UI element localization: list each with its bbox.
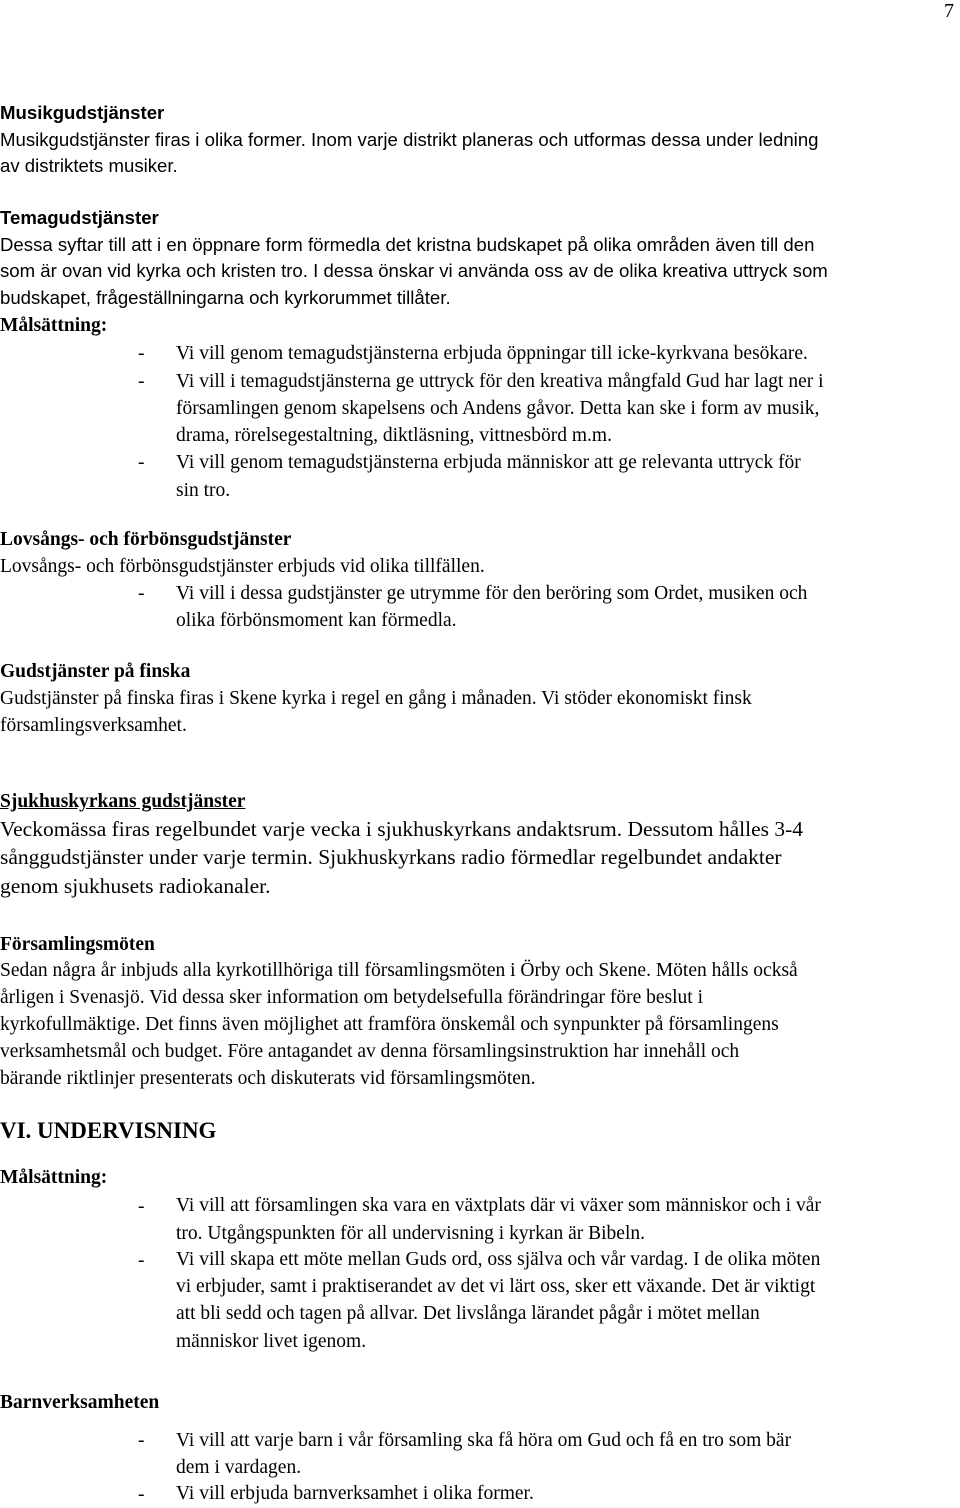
- bullet-dash: -: [138, 1196, 145, 1217]
- forsamling-heading: Församlingsmöten: [0, 934, 155, 955]
- bullet-dash: -: [138, 1250, 145, 1271]
- finska-line-1: Gudstjänster på finska firas i Skene kyrka i regel en gång i månaden. Vi stöder ekonomiskt finsk: [0, 688, 752, 709]
- finska-line-2: församlingsverksamhet.: [0, 715, 187, 736]
- musik-line-2: av distriktets musiker.: [0, 155, 178, 176]
- undervisning-goal-label: Målsättning:: [0, 1167, 108, 1188]
- tema-bullet-2-line-1: Vi vill i temagudstjänsterna ge uttryck för den kreativa mångfald Gud har lagt ner i: [176, 371, 824, 392]
- tema-line-2: som är ovan vid kyrka och kristen tro. I dessa önskar vi använda oss av de olika kreativa uttryck som: [0, 260, 828, 281]
- bullet-dash: -: [138, 343, 145, 364]
- barn-bullet-1-line-2: dem i vardagen.: [176, 1457, 302, 1478]
- tema-goal-label: Målsättning:: [0, 315, 108, 336]
- tema-line-1: Dessa syftar till att i en öppnare form förmedla det kristna budskapet på olika områden även till den: [0, 234, 815, 255]
- undervisning-bullet-2-line-2: vi erbjuder, samt i praktiserandet av det vi lärt oss, sker ett växande. Det är viktigt: [176, 1276, 816, 1297]
- bullet-dash: -: [138, 371, 145, 392]
- musik-line-1: Musikgudstjänster firas i olika former. Inom varje distrikt planeras och utformas dessa under ledning: [0, 129, 819, 150]
- page-number: 7: [944, 0, 954, 22]
- tema-bullet-3-line-1: Vi vill genom temagudstjänsterna erbjuda människor att ge relevanta uttryck för: [176, 452, 801, 473]
- sjukhus-heading: Sjukhuskyrkans gudstjänster: [0, 791, 246, 812]
- tema-bullet-2-line-3: drama, rörelsegestaltning, diktläsning, vittnesbörd m.m.: [176, 425, 612, 446]
- forsamling-line-5: bärande riktlinjer presenterats och diskuterats vid församlingsmöten.: [0, 1068, 536, 1089]
- tema-bullet-3-line-2: sin tro.: [176, 480, 231, 501]
- tema-heading: Temagudstjänster: [0, 207, 159, 228]
- tema-line-3: budskapet, frågeställningarna och kyrkorummet tillåter.: [0, 287, 451, 308]
- tema-bullet-1: Vi vill genom temagudstjänsterna erbjuda öppningar till icke-kyrkvana besökare.: [176, 343, 808, 364]
- undervisning-heading: VI. UNDERVISNING: [0, 1118, 217, 1143]
- bullet-dash: -: [138, 1430, 145, 1451]
- finska-heading: Gudstjänster på finska: [0, 661, 191, 682]
- bullet-dash: -: [138, 583, 145, 604]
- lovsang-bullet-line-2: olika förbönsmoment kan förmedla.: [176, 610, 457, 631]
- lovsang-heading: Lovsångs- och förbönsgudstjänster: [0, 529, 292, 550]
- forsamling-line-4: verksamhetsmål och budget. Före antagandet av denna församlingsinstruktion har innehåll och: [0, 1041, 740, 1062]
- forsamling-line-1: Sedan några år inbjuds alla kyrkotillhöriga till församlingsmöten i Örby och Skene. Möten hålls också: [0, 960, 798, 981]
- barn-heading: Barnverksamheten: [0, 1392, 160, 1413]
- sjukhus-line-2: sånggudstjänster under varje termin. Sjukhuskyrkans radio förmedlar regelbundet andakter: [0, 845, 782, 869]
- lovsang-bullet-line-1: Vi vill i dessa gudstjänster ge utrymme för den beröring som Ordet, musiken och: [176, 583, 808, 604]
- undervisning-bullet-1-line-1: Vi vill att församlingen ska vara en växtplats där vi växer som människor och i vår: [176, 1195, 821, 1216]
- barn-bullet-1-line-1: Vi vill att varje barn i vår församling ska få höra om Gud och få en tro som bär: [176, 1430, 792, 1451]
- tema-bullet-2-line-2: församlingen genom skapelsens och Andens gåvor. Detta kan ske i form av musik,: [176, 398, 820, 419]
- bullet-dash: -: [138, 1484, 145, 1505]
- sjukhus-line-1: Veckomässa firas regelbundet varje vecka i sjukhuskyrkans andaktsrum. Dessutom hålles 3-4: [0, 817, 804, 841]
- barn-bullet-2: Vi vill erbjuda barnverksamhet i olika former.: [176, 1483, 534, 1504]
- undervisning-bullet-1-line-2: tro. Utgångspunkten för all undervisning i kyrkan är Bibeln.: [176, 1223, 645, 1244]
- musik-heading: Musikgudstjänster: [0, 102, 165, 123]
- bullet-dash: -: [138, 452, 145, 473]
- sjukhus-line-3: genom sjukhusets radiokanaler.: [0, 874, 271, 898]
- undervisning-bullet-2-line-4: människor livet igenom.: [176, 1331, 367, 1352]
- lovsang-line: Lovsångs- och förbönsgudstjänster erbjuds vid olika tillfällen.: [0, 556, 485, 577]
- forsamling-line-2: årligen i Svenasjö. Vid dessa sker information om betydelsefulla förändringar före beslut i: [0, 987, 703, 1008]
- undervisning-bullet-2-line-1: Vi vill skapa ett möte mellan Guds ord, oss själva och vår vardag. I de olika möten: [176, 1249, 821, 1270]
- forsamling-line-3: kyrkofullmäktige. Det finns även möjlighet att framföra önskemål och synpunkter på församlingens: [0, 1014, 779, 1035]
- undervisning-bullet-2-line-3: att bli sedd och tagen på allvar. Det livslånga lärandet pågår i mötet mellan: [176, 1303, 760, 1324]
